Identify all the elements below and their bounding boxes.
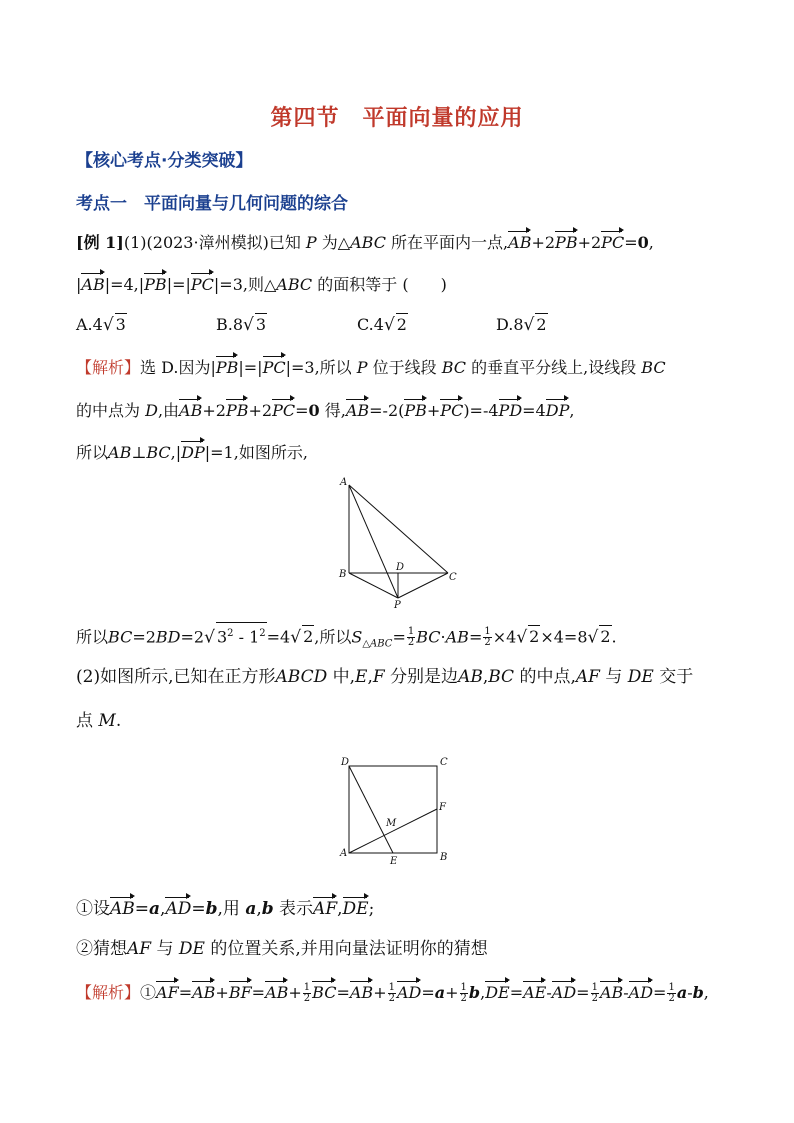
fig2-label-e: E <box>390 856 398 867</box>
option-a-label: A.4 <box>76 315 103 334</box>
part2-text: 与 <box>156 939 174 959</box>
part-2-line-1: (2)如图所示,已知在正方形ABCD 中,E,F 分别是边AB,BC 的中点,AF 与 DE 交于 <box>76 667 694 687</box>
fig2-label-d: D <box>341 757 350 768</box>
part2-text: ①设 <box>76 899 110 919</box>
solution-text: 所以 <box>76 443 109 462</box>
solution-text: 的垂直平分线上,设线段 <box>471 358 637 377</box>
option-a: A.4√ 3 <box>76 315 126 335</box>
example-tag: [例 1] <box>76 233 124 252</box>
part2-text: 的位置关系,并用向量法证明你的猜想 <box>210 939 488 959</box>
section-heading: 【核心考点·分类突破】 <box>76 151 253 171</box>
solution-1-line-1: 【解析】选 D.因为|PB|=|PC|=3,所以 P 位于线段 BC 的垂直平分线上,设线段 BC <box>76 355 666 379</box>
question-2: ②猜想AF 与 DE 的位置关系,并用向量法证明你的猜想 <box>76 939 488 959</box>
solution-text: 选 D.因为 <box>140 358 211 377</box>
question-1: ①设AB=a,AD=b,用 a,b 表示AF,DE; <box>76 896 374 920</box>
solution-text: 得, <box>324 401 346 420</box>
solution-text: ,由 <box>157 401 180 420</box>
solution-2-line-1: 【解析】①AF=AB+BF=AB+ $\frac{1}{2}$ BC=AB+ $\frac{1}{2}$ AD=a+ $\frac{1}{2}$ b,DE=AE-AD= $\frac{1}{2}$ AB-AD= $\frac{1}{2}$ a-b, <box>76 982 709 1004</box>
square-figure <box>330 750 465 870</box>
fig2-label-f: F <box>439 802 446 813</box>
subsection-heading: 考点一 平面向量与几何问题的综合 <box>76 194 348 214</box>
fig2-label-a: A <box>340 848 348 859</box>
fig2-label-m: M <box>386 818 397 829</box>
part2-text: ,用 <box>217 899 240 919</box>
example-text: 为△ <box>321 233 351 252</box>
fig1-label-b: B <box>339 569 347 580</box>
solution-1-line-4: 所以BC=2BD=2√ $3^2 - 1^2=4√$ 2,所以$S_{\triangle ABC}=$ $\frac{1}{2}$ BC·AB= $\frac{1}{2}$ ×4√ 2×4=8√ 2. <box>76 622 617 656</box>
solution-2-tag: 【解析】 <box>76 983 141 1002</box>
example-line-1: [例 1](1)(2023·漳州模拟)已知 P 为△ABC 所在平面内一点,AB+2PB+2PC=0, <box>76 230 654 254</box>
part2-text: 与 <box>605 667 623 687</box>
option-c-label: C.4 <box>357 315 384 334</box>
option-d: D.8√ 2 <box>496 315 547 335</box>
example-text: (1)(2023·漳州模拟)已知 <box>123 233 301 252</box>
solution-text: ,如图所示, <box>233 443 308 462</box>
option-b-label: B.8 <box>216 315 244 334</box>
part2-text: ②猜想 <box>76 939 127 959</box>
fig1-label-c: C <box>449 572 457 583</box>
solution-tag: 【解析】 <box>76 358 141 377</box>
example-line-2: |AB|=4,|PB|=|PC|=3,则△ABC 的面积等于 ( ) <box>76 272 447 296</box>
fig1-label-p: P <box>394 600 401 610</box>
example-text: 的面积等于 ( ) <box>317 275 447 294</box>
part2-text: 的中点, <box>519 667 576 687</box>
option-b: B.8√ 3 <box>216 315 267 335</box>
solution-text: ,所以 <box>314 627 352 647</box>
part2-text: (2)如图所示,已知在正方形 <box>76 667 276 687</box>
part2-text: 中, <box>332 667 356 687</box>
triangle-figure <box>330 474 465 610</box>
option-c: C.4√ 2 <box>357 315 407 335</box>
option-d-label: D.8 <box>496 315 524 334</box>
solution-text: 位于线段 <box>372 358 437 377</box>
part2-text: 表示 <box>279 899 314 919</box>
part2-text: 点 <box>76 711 93 731</box>
example-text: ,则△ <box>242 275 277 294</box>
part-2-line-2: 点 M. <box>76 711 122 731</box>
page-title: 第四节 平面向量的应用 <box>270 106 524 131</box>
fig1-label-a: A <box>340 477 348 488</box>
fig1-label-d: D <box>396 562 405 573</box>
part2-text: 分别是边 <box>390 667 459 687</box>
part2-text: 交于 <box>659 667 694 687</box>
solution-text: 的中点为 <box>76 401 141 420</box>
solution-text: 所以 <box>76 627 109 647</box>
solution-text: ,所以 <box>314 358 352 377</box>
fig2-label-c: C <box>440 757 448 768</box>
example-text: 所在平面内一点, <box>391 233 509 252</box>
fig2-label-b: B <box>440 852 448 863</box>
solution-1-line-2: 的中点为 D,由AB+2PB+2PC=0 得,AB=-2(PB+PC)=-4PD=4DP, <box>76 398 574 422</box>
solution-1-line-3: 所以AB⊥BC,|DP|=1,如图所示, <box>76 440 308 464</box>
solution-text: ① <box>140 983 157 1002</box>
